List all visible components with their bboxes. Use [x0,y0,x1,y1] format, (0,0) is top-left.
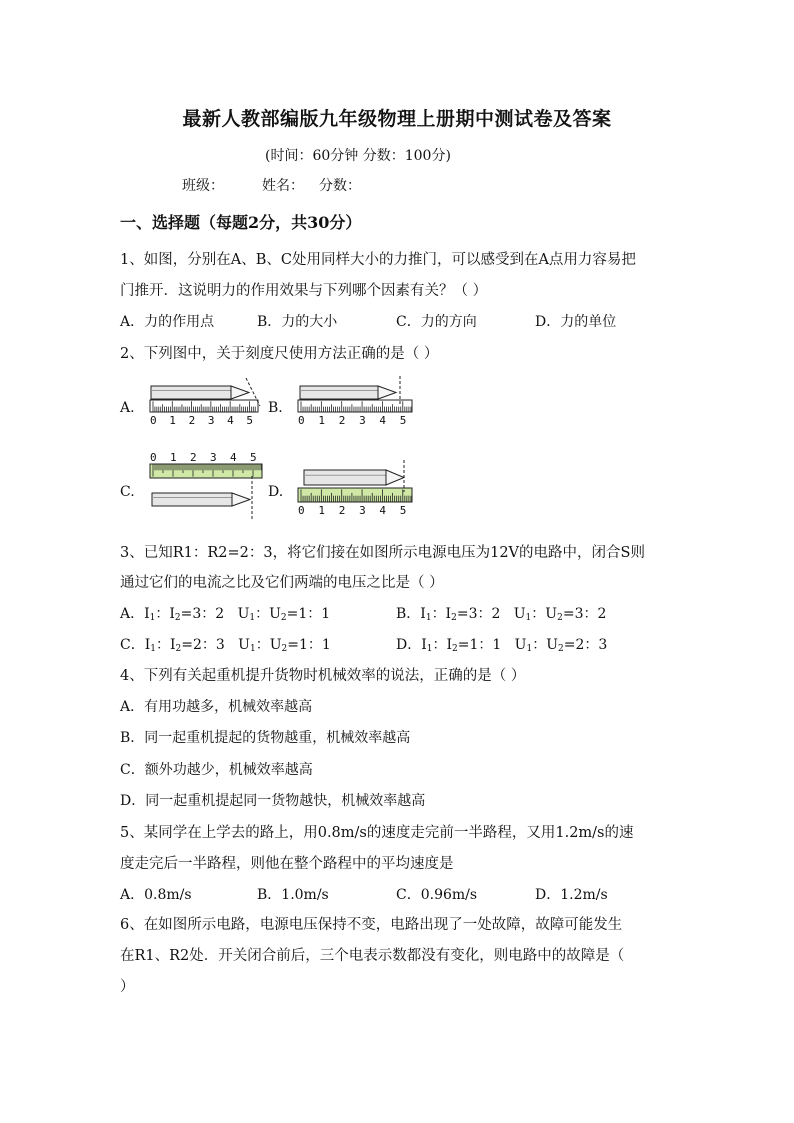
q5-option-d: D．1.2m/s [535,887,608,903]
q2-label-d: D. [268,484,284,500]
ruler-tick-label: 3 [359,504,366,517]
field-name: 姓名： [262,178,304,194]
exam-time-score: (时间：60分钟 分数：100分) [265,148,451,164]
field-score: 分数： [319,178,361,194]
q5-line1: 5、某同学在上学去的路上，用0.8m/s的速度走完前一半路程，又用1.2m/s的速 [120,825,634,841]
ruler-tick-label: 0 [298,414,305,427]
ruler-tick-label: 1 [318,504,325,517]
q5-option-a: A．0.8m/s [120,887,192,903]
pencil-shape [151,386,249,399]
ruler-tick-label: 2 [338,414,346,427]
q4-option-a: A．有用功越多，机械效率越高 [120,699,313,715]
q2-line1: 2、下列图中，关于刻度尺使用方法正确的是（ ） [120,346,439,362]
q4-option-b: B．同一起重机提起的货物越重，机械效率越高 [120,730,411,746]
q1-line2: 门推开．这说明力的作用效果与下列哪个因素有关？（ ） [120,283,488,299]
ruler-tick-label: 5 [246,414,254,427]
field-class: 班级： [182,178,224,194]
ruler-tick-label: 4 [379,414,387,427]
pencil-shape [300,386,396,399]
page-title: 最新人教部编版九年级物理上册期中测试卷及答案 [182,108,612,130]
pencil-shape [152,493,250,506]
q1-option-b: B．力的大小 [257,314,338,330]
q3-option-d: D．$I_1$：$I_2=1$：1 $U_1$：$U_2=2$：3 [396,637,608,654]
ruler-tick-label: 1 [169,414,176,427]
q3-option-c: C．$I_1$：$I_2=2$：3 $U_1$：$U_2=1$：1 [120,637,331,654]
q2-label-b: B. [268,400,283,416]
q1-option-d: D．力的单位 [535,314,617,330]
ruler-tick-label: 3 [207,414,215,427]
ruler-tick-label: 0 [150,414,157,427]
section-heading: 一、选择题（每题2分，共30分） [120,213,362,232]
ruler-tick-label: 3 [359,414,366,427]
q2-label-c: C. [120,484,135,500]
ruler-figure-c [148,451,268,522]
q5-option-b: B．1.0m/s [257,887,329,903]
q1-line1: 1、如图，分别在A、B、C处用同样大小的力推门，可以感受到在A点用力容易把 [120,252,636,268]
ruler-figure-a [148,376,268,436]
q1-option-c: C．力的方向 [396,314,477,330]
q1-option-a: A．力的作用点 [120,314,215,330]
ruler-tick-label: 5 [250,451,257,464]
ruler-tick-label: 1 [318,414,325,427]
ruler-tick-label: 2 [188,414,196,427]
ruler-tick-label: 1 [170,451,177,464]
pencil-shape [304,470,404,485]
ruler-tick-label: 4 [230,451,237,464]
ruler-tick-label: 4 [379,504,387,517]
ruler-tick-label: 4 [227,414,234,427]
q5-option-c: C．0.96m/s [396,887,478,903]
ruler-figure-d [296,460,416,520]
q6-line3: ） [120,979,135,995]
ruler-figure-b [296,376,416,436]
q4-line1: 4、下列有关起重机提升货物时机械效率的说法，正确的是（ ） [120,668,526,684]
q2-label-a: A. [120,400,135,416]
q6-line1: 6、在如图所示电路，电源电压保持不变，电路出现了一处故障，故障可能发生 [120,917,623,933]
q3-line2: 通过它们的电流之比及它们两端的电压之比是（ ） [120,575,444,591]
q6-line2: 在R1、R2处．开关闭合前后，三个电表示数都没有变化，则电路中的故障是（ [120,948,625,964]
q4-option-c: C．额外功越少，机械效率越高 [120,762,313,778]
q5-line2: 度走完后一半路程，则他在整个路程中的平均速度是 [120,856,454,872]
ruler-tick-label: 2 [338,504,346,517]
ruler-tick-label: 3 [210,451,217,464]
q3-line1: 3、已知R1：R2=2：3，将它们接在如图所示电源电压为12V的电路中，闭合S则 [120,545,645,561]
ruler-tick-label: 5 [399,414,407,427]
q3-option-b: B．$I_1$：$I_2=3$：2 $U_1$：$U_2=3$：2 [396,606,607,623]
q4-option-d: D．同一起重机提起同一货物越快，机械效率越高 [120,793,426,809]
ruler-tick-label: 5 [399,504,407,517]
ruler-tick-label: 0 [150,451,157,464]
q3-option-a: A．$I_1$：$I_2=3$：2 $U_1$：$U_2=1$：1 [120,606,331,623]
ruler-tick-label: 0 [298,504,305,517]
ruler-tick-label: 2 [190,451,197,464]
